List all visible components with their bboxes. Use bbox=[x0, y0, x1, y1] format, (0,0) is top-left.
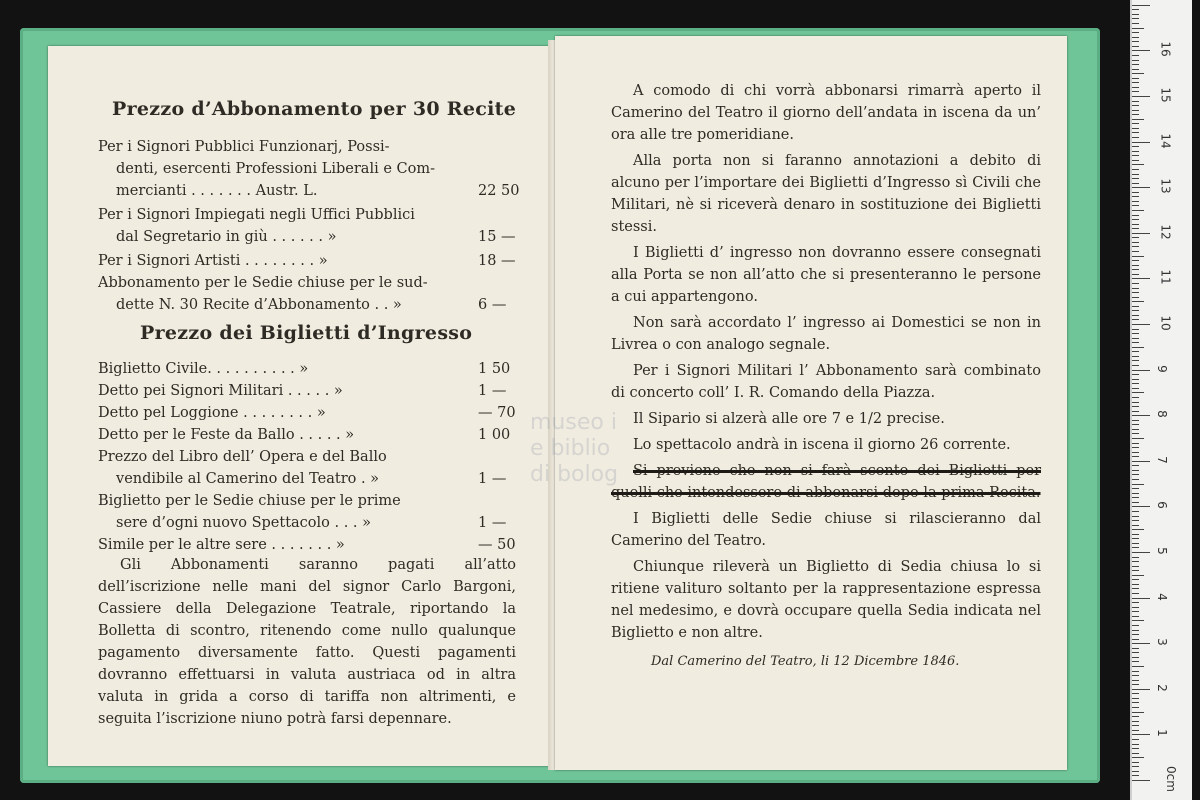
ruler-tick bbox=[1132, 402, 1139, 403]
ruler-tick bbox=[1132, 762, 1139, 763]
ruler-label: 16 bbox=[1158, 41, 1173, 58]
ruler-tick bbox=[1132, 215, 1139, 216]
notice-paragraph: Lo spettacolo andrà in iscena il giorno 26 corrente. bbox=[633, 437, 1011, 453]
ruler-tick bbox=[1132, 611, 1139, 612]
ruler-tick bbox=[1132, 23, 1139, 24]
ticket-label: Detto pei Signori Militari . . . . . » bbox=[98, 383, 343, 399]
entry-line: mercianti . . . . . . . Austr. L. bbox=[116, 183, 318, 199]
notice-paragraph: Non sarà accordato l’ ingresso ai Domestici se non in Livrea o con analogo segnale. bbox=[611, 315, 1041, 353]
ruler-tick bbox=[1132, 342, 1139, 343]
ruler-tick bbox=[1132, 520, 1139, 521]
ruler-tick bbox=[1132, 420, 1139, 421]
ruler-tick bbox=[1132, 224, 1139, 225]
ruler-tick bbox=[1132, 246, 1139, 247]
watermark-line: e biblio bbox=[530, 436, 611, 461]
ruler-tick bbox=[1132, 620, 1144, 621]
ticket-list bbox=[98, 358, 518, 556]
ruler-tick bbox=[1132, 210, 1144, 211]
ruler-tick bbox=[1132, 630, 1139, 631]
struck-paragraph: Si previene che non si farà sconto dei Biglietti per quelli che intendessero di abbonarsi dopo la prima Recita. bbox=[611, 463, 1041, 501]
ticket-row bbox=[98, 534, 518, 556]
ruler-tick bbox=[1132, 151, 1139, 152]
ruler-tick bbox=[1132, 493, 1139, 494]
ruler-tick bbox=[1132, 753, 1139, 754]
ruler-tick bbox=[1132, 196, 1139, 197]
ticket-price: 1 — bbox=[478, 515, 507, 531]
ruler-label: 7 bbox=[1154, 455, 1169, 464]
ruler-tick bbox=[1132, 164, 1144, 165]
ruler-tick bbox=[1132, 310, 1139, 311]
ruler-tick bbox=[1132, 256, 1144, 257]
ruler-tick bbox=[1132, 538, 1139, 539]
ruler-tick bbox=[1132, 684, 1139, 685]
ruler-tick bbox=[1132, 324, 1150, 325]
ruler-tick bbox=[1132, 775, 1139, 776]
ruler-tick bbox=[1132, 288, 1139, 289]
ruler-tick bbox=[1132, 456, 1139, 457]
ruler-label: 6 bbox=[1154, 501, 1169, 510]
ruler-tick bbox=[1132, 671, 1139, 672]
ruler-tick bbox=[1132, 561, 1139, 562]
ruler-tick bbox=[1132, 64, 1139, 65]
notice-paragraph: Alla porta non si faranno annotazioni a debito di alcuno per l’importare dei Biglietti d’Ingresso sì Civili che Militari, nè si riceverà denaro in sostituzione dei Biglietti stessi. bbox=[611, 153, 1041, 235]
ruler-label: 8 bbox=[1154, 410, 1169, 419]
ruler-tick bbox=[1132, 689, 1150, 690]
ruler-tick bbox=[1132, 233, 1150, 234]
ruler-tick bbox=[1132, 698, 1139, 699]
ruler-tick bbox=[1132, 183, 1139, 184]
entry-price: 6 — bbox=[478, 297, 507, 313]
ruler-tick bbox=[1132, 73, 1144, 74]
ruler-tick bbox=[1132, 155, 1139, 156]
ruler-tick bbox=[1132, 693, 1139, 694]
ruler-tick bbox=[1132, 579, 1139, 580]
ruler-tick bbox=[1132, 657, 1139, 658]
ruler-tick bbox=[1132, 707, 1139, 708]
ruler-tick bbox=[1132, 744, 1139, 745]
ruler-tick bbox=[1132, 639, 1139, 640]
watermark-line: museo i bbox=[530, 410, 617, 435]
ruler-tick bbox=[1132, 360, 1139, 361]
ruler-tick bbox=[1132, 55, 1139, 56]
ruler-tick bbox=[1132, 675, 1139, 676]
ruler-label: 11 bbox=[1158, 269, 1173, 286]
ruler-tick bbox=[1132, 383, 1139, 384]
ruler-tick bbox=[1132, 333, 1139, 334]
ruler-tick bbox=[1132, 547, 1139, 548]
ruler-label: 2 bbox=[1154, 683, 1169, 692]
ruler-tick bbox=[1132, 429, 1139, 430]
ticket-row bbox=[98, 358, 518, 380]
ruler-tick bbox=[1132, 370, 1150, 371]
subscription-title: Prezzo d’Abbonamento per 30 Recite bbox=[112, 98, 517, 120]
ruler-tick bbox=[1132, 351, 1139, 352]
notice-paragraph: I Biglietti d’ ingresso non dovranno essere consegnati alla Porta se non all’atto che si presenteranno le persone a cui appartengono. bbox=[611, 245, 1041, 305]
ruler-label: 4 bbox=[1154, 592, 1169, 601]
ruler-tick bbox=[1132, 411, 1139, 412]
ticket-label: Detto pel Loggione . . . . . . . . » bbox=[98, 405, 326, 421]
ruler-tick bbox=[1132, 516, 1139, 517]
ticket-label: Biglietto Civile. . . . . . . . . . » bbox=[98, 361, 309, 377]
ruler-tick bbox=[1132, 474, 1139, 475]
ticket-row bbox=[98, 380, 518, 402]
ticket-price: 1 — bbox=[478, 471, 507, 487]
ruler-tick bbox=[1132, 132, 1139, 133]
ruler-tick bbox=[1132, 46, 1139, 47]
ruler-tick bbox=[1132, 643, 1150, 644]
ruler-tick bbox=[1132, 424, 1139, 425]
ruler-tick bbox=[1132, 771, 1139, 772]
signature-line: Dal Camerino del Teatro, li 12 Dicembre 1846. bbox=[651, 654, 960, 669]
ruler-tick bbox=[1132, 174, 1139, 175]
ruler-tick bbox=[1132, 347, 1144, 348]
ruler-tick bbox=[1132, 14, 1139, 15]
right-page bbox=[555, 36, 1067, 770]
entry-price: 22 50 bbox=[478, 183, 520, 199]
ruler-tick bbox=[1132, 406, 1139, 407]
ruler-label: 5 bbox=[1154, 547, 1169, 555]
ruler-tick bbox=[1132, 602, 1139, 603]
ruler-tick bbox=[1132, 575, 1144, 576]
ticket-row bbox=[98, 512, 518, 534]
ruler-tick bbox=[1132, 315, 1139, 316]
ruler-tick bbox=[1132, 543, 1139, 544]
ruler-tick bbox=[1132, 652, 1139, 653]
ruler-tick bbox=[1132, 278, 1150, 279]
ruler-tick bbox=[1132, 465, 1139, 466]
ruler-tick bbox=[1132, 607, 1139, 608]
ruler-tick bbox=[1132, 584, 1139, 585]
ruler-tick bbox=[1132, 192, 1139, 193]
ruler-tick bbox=[1132, 666, 1144, 667]
ruler-tick bbox=[1132, 297, 1139, 298]
ruler-tick bbox=[1132, 497, 1139, 498]
ruler-label: 10 bbox=[1158, 315, 1173, 331]
ruler-tick bbox=[1132, 730, 1139, 731]
ruler-tick bbox=[1132, 96, 1150, 97]
ruler-tick bbox=[1132, 502, 1139, 503]
ruler-tick bbox=[1132, 87, 1139, 88]
ruler-tick bbox=[1132, 757, 1144, 758]
ruler-label: 9 bbox=[1154, 364, 1169, 373]
ruler-label: 13 bbox=[1158, 178, 1173, 194]
ruler-tick bbox=[1132, 50, 1150, 51]
ruler-label: 14 bbox=[1158, 132, 1173, 149]
ruler-tick bbox=[1132, 119, 1144, 120]
ruler-tick bbox=[1132, 397, 1139, 398]
ruler-tick bbox=[1132, 365, 1139, 366]
subscription-entry-4 bbox=[98, 272, 518, 316]
ticket-label: sere d’ogni nuovo Spettacolo . . . » bbox=[116, 515, 372, 531]
ruler-tick bbox=[1132, 201, 1139, 202]
museum-watermark bbox=[530, 410, 618, 488]
ruler-tick bbox=[1132, 616, 1139, 617]
ticket-label: Simile per le altre sere . . . . . . . » bbox=[98, 537, 345, 553]
ruler-tick bbox=[1132, 780, 1150, 781]
ruler-tick bbox=[1132, 593, 1139, 594]
entry-line: dette N. 30 Recite d’Abbonamento . . » bbox=[116, 297, 402, 313]
ruler-tick bbox=[1132, 146, 1139, 147]
notice-paragraph: A comodo di chi vorrà abbonarsi rimarrà aperto il Camerino del Teatro il giorno dell’andata in iscena da un’ ora alle tre pomeridiane. bbox=[611, 83, 1041, 143]
ruler-tick bbox=[1132, 274, 1139, 275]
ruler-tick bbox=[1132, 5, 1150, 6]
ruler-tick bbox=[1132, 329, 1139, 330]
ruler-tick bbox=[1132, 415, 1150, 416]
ticket-label: Prezzo del Libro dell’ Opera e del Ballo bbox=[98, 449, 387, 465]
ruler-tick bbox=[1132, 525, 1139, 526]
ticket-price: 1 50 bbox=[478, 361, 511, 377]
ruler-tick bbox=[1132, 511, 1139, 512]
ruler-tick bbox=[1132, 60, 1139, 61]
ruler-tick bbox=[1132, 142, 1150, 143]
ticket-row bbox=[98, 468, 518, 490]
subscription-entry-2 bbox=[98, 204, 518, 248]
measurement-ruler bbox=[1130, 0, 1192, 800]
subscription-entry-1 bbox=[98, 136, 518, 202]
ruler-tick bbox=[1132, 41, 1139, 42]
ruler-tick bbox=[1132, 356, 1139, 357]
entry-line: Per i Signori Impiegati negli Uffici Pubblici bbox=[98, 207, 415, 223]
ruler-tick bbox=[1132, 128, 1139, 129]
ruler-tick bbox=[1132, 534, 1139, 535]
ruler-tick bbox=[1132, 319, 1139, 320]
ruler-label: 12 bbox=[1158, 224, 1173, 240]
ruler-tick bbox=[1132, 680, 1139, 681]
ruler-tick bbox=[1132, 260, 1139, 261]
ruler-tick bbox=[1132, 634, 1139, 635]
ruler-tick bbox=[1132, 588, 1139, 589]
ruler-tick bbox=[1132, 470, 1139, 471]
ruler-label: 15 bbox=[1158, 87, 1173, 103]
ruler-tick bbox=[1132, 105, 1139, 106]
ruler-tick bbox=[1132, 160, 1139, 161]
ruler-tick bbox=[1132, 9, 1139, 10]
ruler-tick bbox=[1132, 479, 1139, 480]
ruler-tick bbox=[1132, 242, 1139, 243]
left-page bbox=[48, 46, 553, 766]
ruler-tick bbox=[1132, 28, 1144, 29]
ruler-tick bbox=[1132, 388, 1139, 389]
ruler-tick bbox=[1132, 178, 1139, 179]
ruler-tick bbox=[1132, 725, 1139, 726]
ruler-tick bbox=[1132, 721, 1139, 722]
ruler-tick bbox=[1132, 306, 1139, 307]
payment-paragraph: Gli Abbonamenti saranno pagati all’atto dell’iscrizione nelle mani del signor Carlo Bargoni, Cassiere della Delegazione Teatrale, riportando la Bolletta di scontro, ritenendo come nullo qualunque pagamento diversamente fatto. Questi pagamenti dovranno effettuarsi in valuta austriaca od in altra valuta in grida a corso di tariffa non altrimenti, e seguita l’iscrizione niuno potrà farsi depennare. bbox=[98, 557, 516, 727]
ticket-price: — 70 bbox=[478, 405, 516, 421]
ruler-tick bbox=[1132, 506, 1150, 507]
ticket-row bbox=[98, 424, 518, 446]
entry-line: Abbonamento per le Sedie chiuse per le sud- bbox=[98, 275, 428, 291]
ruler-tick bbox=[1132, 123, 1139, 124]
ruler-tick bbox=[1132, 292, 1139, 293]
ruler-tick bbox=[1132, 566, 1139, 567]
ruler-tick bbox=[1132, 187, 1150, 188]
ruler-tick bbox=[1132, 32, 1139, 33]
ruler-tick bbox=[1132, 78, 1139, 79]
entry-line: dal Segretario in giù . . . . . . » bbox=[116, 229, 337, 245]
ruler-tick bbox=[1132, 18, 1139, 19]
notice-paragraph: Per i Signori Militari l’ Abbonamento sarà combinato di concerto coll’ I. R. Comando della Piazza. bbox=[611, 363, 1041, 401]
ruler-tick bbox=[1132, 205, 1139, 206]
ticket-price: — 50 bbox=[478, 537, 516, 553]
entry-price: 18 — bbox=[478, 253, 516, 269]
ruler-tick bbox=[1132, 452, 1139, 453]
ticket-label: Biglietto per le Sedie chiuse per le prime bbox=[98, 493, 401, 509]
ticket-label: Detto per le Feste da Ballo . . . . . » bbox=[98, 427, 355, 443]
ruler-tick bbox=[1132, 82, 1139, 83]
ruler-tick bbox=[1132, 269, 1139, 270]
notice-paragraph: Chiunque rileverà un Biglietto di Sedia chiusa lo si ritiene valituro soltanto per la rappresentazione espressa nel medesimo, e dovrà occupare quella Sedia indicata nel Biglietto e non altre. bbox=[611, 559, 1041, 641]
ruler-tick bbox=[1132, 648, 1139, 649]
ruler-label: 1 bbox=[1154, 729, 1169, 738]
ruler-tick bbox=[1132, 766, 1139, 767]
ruler-tick bbox=[1132, 91, 1139, 92]
ruler-tick bbox=[1132, 101, 1139, 102]
tickets-title: Prezzo dei Biglietti d’Ingresso bbox=[140, 322, 473, 344]
ruler-tick bbox=[1132, 438, 1144, 439]
ruler-tick bbox=[1132, 433, 1139, 434]
ruler-label: 0cm bbox=[1163, 766, 1178, 792]
ruler-tick bbox=[1132, 443, 1139, 444]
ruler-tick bbox=[1132, 461, 1150, 462]
ruler-tick bbox=[1132, 447, 1139, 448]
ruler-tick bbox=[1132, 219, 1139, 220]
ruler-label: 3 bbox=[1154, 638, 1169, 647]
ruler-tick bbox=[1132, 251, 1139, 252]
ruler-tick bbox=[1132, 552, 1150, 553]
ruler-tick bbox=[1132, 228, 1139, 229]
subscription-entry-3 bbox=[98, 250, 518, 272]
notice-paragraph: Il Sipario si alzerà alle ore 7 e 1/2 precise. bbox=[633, 411, 945, 427]
ruler-tick bbox=[1132, 739, 1139, 740]
right-text-block bbox=[611, 80, 1041, 669]
ruler-tick bbox=[1132, 484, 1144, 485]
entry-line: Per i Signori Pubblici Funzionarj, Possi- bbox=[98, 139, 390, 155]
entry-price: 15 — bbox=[478, 229, 516, 245]
ruler-tick bbox=[1132, 137, 1139, 138]
ruler-tick bbox=[1132, 529, 1144, 530]
ruler-tick bbox=[1132, 338, 1139, 339]
ruler-tick bbox=[1132, 392, 1144, 393]
notice-paragraph: I Biglietti delle Sedie chiuse si rilascieranno dal Camerino del Teatro. bbox=[611, 511, 1041, 549]
ruler-tick bbox=[1132, 557, 1139, 558]
watermark-line: di bolog bbox=[530, 462, 619, 487]
ruler-tick bbox=[1132, 488, 1139, 489]
ruler-tick bbox=[1132, 716, 1139, 717]
ruler-tick bbox=[1132, 379, 1139, 380]
ruler-tick bbox=[1132, 37, 1139, 38]
entry-line: Per i Signori Artisti . . . . . . . . » bbox=[98, 253, 328, 269]
ruler-tick bbox=[1132, 169, 1139, 170]
ticket-label: vendibile al Camerino del Teatro . » bbox=[116, 471, 380, 487]
ruler-tick bbox=[1132, 301, 1144, 302]
ruler-tick bbox=[1132, 734, 1150, 735]
ticket-price: 1 — bbox=[478, 383, 507, 399]
ruler-tick bbox=[1132, 110, 1139, 111]
ruler-tick bbox=[1132, 114, 1139, 115]
ruler-tick bbox=[1132, 598, 1150, 599]
ruler-tick bbox=[1132, 374, 1139, 375]
ruler-tick bbox=[1132, 712, 1144, 713]
ruler-tick bbox=[1132, 625, 1139, 626]
entry-line: denti, esercenti Professioni Liberali e Com- bbox=[116, 161, 435, 177]
ruler-tick bbox=[1132, 748, 1139, 749]
ticket-price: 1 00 bbox=[478, 427, 511, 443]
ruler-tick bbox=[1132, 237, 1139, 238]
ruler-tick bbox=[1132, 283, 1139, 284]
ruler-tick bbox=[1132, 570, 1139, 571]
ruler-tick bbox=[1132, 661, 1139, 662]
ruler-tick bbox=[1132, 69, 1139, 70]
ruler-tick bbox=[1132, 265, 1139, 266]
ticket-row bbox=[98, 402, 518, 424]
ruler-tick bbox=[1132, 702, 1139, 703]
